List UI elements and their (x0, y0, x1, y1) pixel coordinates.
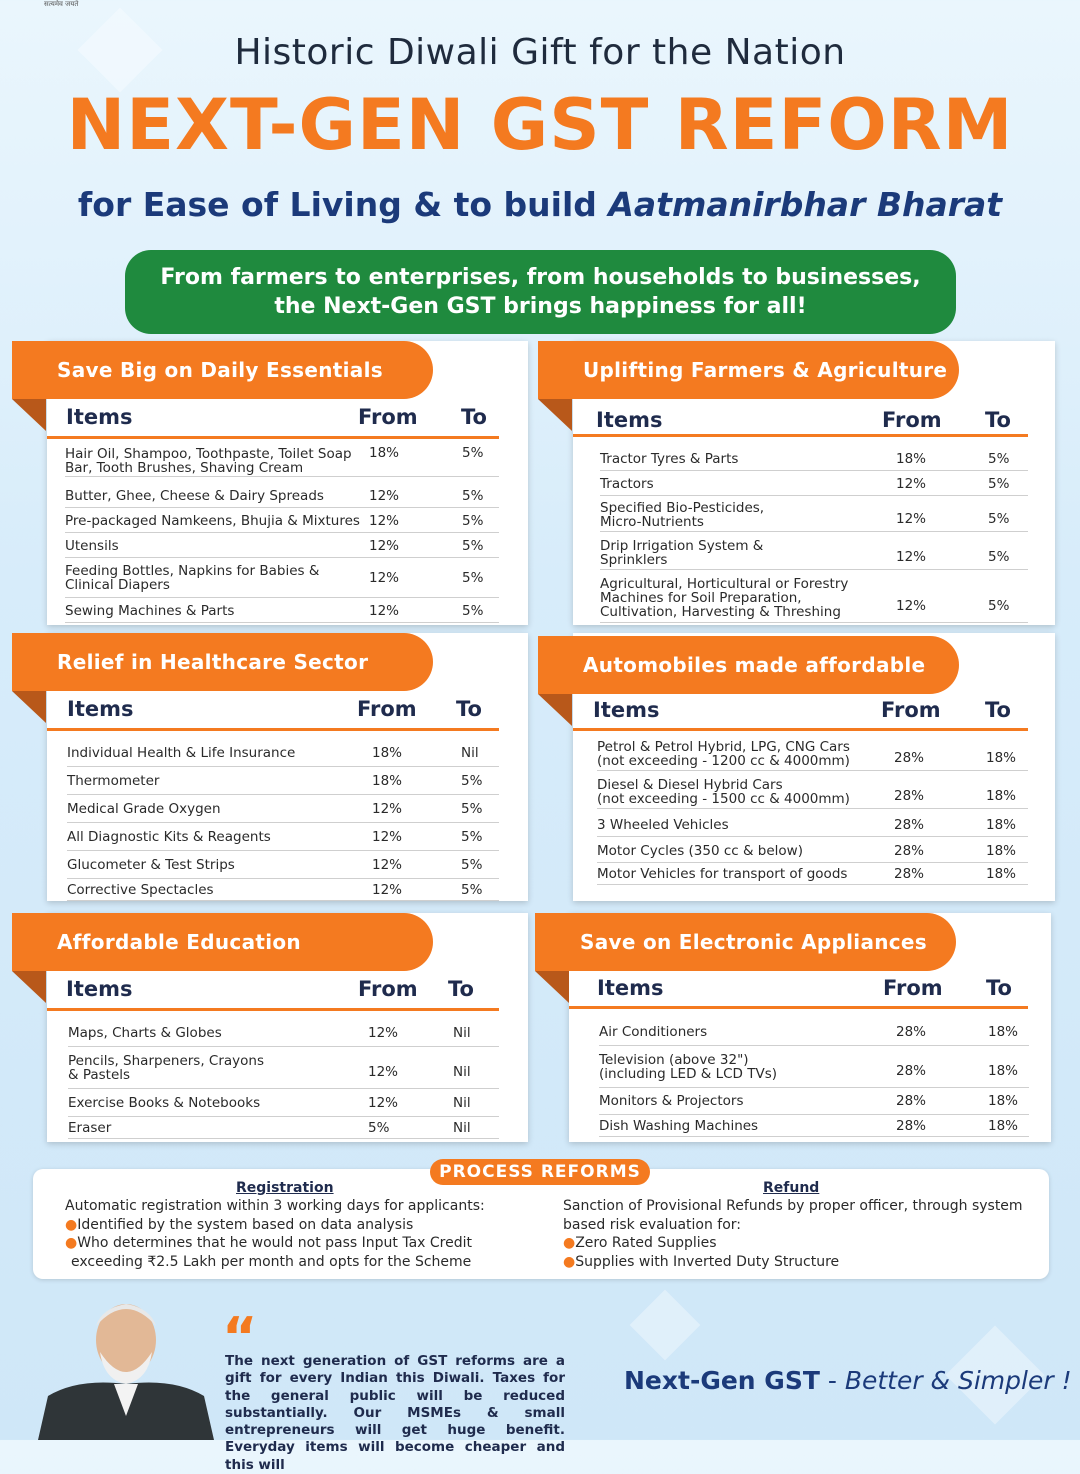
rate-from: 18% (372, 745, 403, 761)
tab-fold (535, 971, 569, 1003)
rate-from: 28% (896, 1024, 927, 1040)
rate-from: 28% (894, 817, 925, 833)
table-row (67, 879, 499, 901)
table-row (67, 823, 499, 851)
rate-from: 28% (896, 1063, 927, 1079)
column-header-to: To (985, 408, 1011, 432)
item-name: Pre-packaged Namkeens, Bhujia & Mixtures (65, 513, 360, 529)
column-header-to: To (461, 405, 487, 429)
column-header-from: From (881, 698, 941, 722)
item-name: Petrol & Petrol Hybrid, LPG, CNG Cars (not exceeding - 1200 cc & 4000mm) (597, 739, 850, 769)
bullet-icon: ● (563, 1253, 576, 1270)
rate-to: 18% (986, 843, 1017, 859)
registration-heading: Registration (236, 1180, 334, 1196)
column-header-items: Items (66, 405, 133, 429)
tagline: Next-Gen GST - Better & Simpler ! (624, 1366, 1072, 1395)
rate-to: 18% (986, 750, 1017, 766)
section-title: Affordable Education (12, 913, 433, 971)
rate-from: 12% (896, 598, 927, 614)
header-rule (569, 1006, 1028, 1009)
item-name: Tractor Tyres & Parts (600, 451, 739, 467)
registration-text: Automatic registration within 3 working days for applicants: ●Identified by the system based on data analysis ●Who determines that he would not pass Input Tax Credit exceeding ₹2.5 Lakh per month and opts for the Scheme (65, 1198, 485, 1270)
banner-line-2: the Next-Gen GST brings happiness for all! (274, 294, 807, 319)
rate-to: 5% (461, 801, 483, 817)
rate-to: Nil (453, 1120, 471, 1136)
table-row (597, 775, 1028, 809)
rate-to: 5% (462, 513, 484, 529)
table-row (597, 838, 1028, 863)
rate-to: 5% (462, 570, 484, 586)
rate-to: Nil (453, 1025, 471, 1041)
column-header-to: To (448, 977, 474, 1001)
column-header-to: To (986, 976, 1012, 1000)
table-row (68, 1089, 499, 1117)
rate-to: 18% (986, 866, 1017, 882)
rate-to: 18% (986, 788, 1017, 804)
table-row (597, 863, 1028, 885)
item-name: Exercise Books & Notebooks (68, 1095, 261, 1111)
rate-from: 5% (368, 1120, 390, 1136)
section-title: Automobiles made affordable (538, 636, 959, 694)
rate-to: 5% (461, 773, 483, 789)
header-title-main: NEXT-GEN GST REFORM (66, 84, 1014, 166)
rate-from: 12% (896, 511, 927, 527)
rate-to: 5% (988, 549, 1010, 565)
rate-from: 12% (369, 538, 400, 554)
refund-heading: Refund (763, 1180, 820, 1196)
item-name: Specified Bio-Pesticides, Micro-Nutrients (600, 500, 765, 530)
rate-from: 28% (894, 866, 925, 882)
item-name: Air Conditioners (599, 1024, 708, 1040)
rate-from: 18% (896, 451, 927, 467)
table-row (67, 767, 499, 795)
table-row (65, 533, 499, 558)
table-row (600, 497, 1028, 532)
banner-line-1: From farmers to enterprises, from households to businesses, (160, 265, 921, 290)
table-row (600, 573, 1028, 623)
rate-to: 18% (988, 1118, 1019, 1134)
item-name: Individual Health & Life Insurance (67, 745, 296, 761)
column-header-items: Items (597, 976, 664, 1000)
item-name: Medical Grade Oxygen (67, 801, 221, 817)
rate-from: 12% (372, 857, 403, 873)
item-name: Television (above 32") (including LED & LCD TVs) (599, 1052, 778, 1082)
table-row (600, 471, 1028, 496)
rate-to: 5% (461, 829, 483, 845)
rate-to: 5% (988, 451, 1010, 467)
bg-diamond (630, 1290, 701, 1361)
table-row (599, 1087, 1029, 1115)
rate-from: 12% (368, 1095, 399, 1111)
bullet-icon: ● (65, 1235, 78, 1251)
table-row (600, 446, 1028, 471)
column-header-from: From (357, 697, 417, 721)
table-row (597, 737, 1028, 771)
tab-fold (12, 971, 46, 1003)
green-banner (125, 250, 956, 334)
column-header-from: From (882, 408, 942, 432)
rate-from: 28% (896, 1093, 927, 1109)
rate-from: 18% (369, 445, 400, 461)
item-name: Maps, Charts & Globes (68, 1025, 222, 1041)
rate-from: 18% (372, 773, 403, 789)
item-name: Eraser (68, 1120, 112, 1136)
rate-from: 28% (894, 750, 925, 766)
table-row (67, 795, 499, 823)
table-row (599, 1046, 1029, 1088)
rate-from: 12% (896, 476, 927, 492)
column-header-items: Items (593, 698, 660, 722)
rate-to: 5% (461, 882, 483, 898)
table-row (65, 483, 499, 508)
rate-to: 5% (988, 476, 1010, 492)
item-name: All Diagnostic Kits & Reagents (67, 829, 271, 845)
rate-from: 28% (894, 843, 925, 859)
rate-to: 5% (462, 488, 484, 504)
column-header-to: To (985, 698, 1011, 722)
header-rule (47, 1008, 499, 1011)
item-name: Glucometer & Test Strips (67, 857, 235, 873)
item-name: Motor Vehicles for transport of goods (597, 866, 848, 882)
rate-to: 5% (462, 445, 484, 461)
rate-from: 12% (369, 570, 400, 586)
header-rule (47, 436, 499, 439)
item-name: Dish Washing Machines (599, 1118, 759, 1134)
table-row (68, 1117, 499, 1139)
table-row (68, 1047, 499, 1089)
item-name: Motor Cycles (350 cc & below) (597, 843, 803, 859)
column-header-items: Items (67, 697, 134, 721)
tab-fold (538, 399, 572, 431)
header-subtitle: for Ease of Living & to build Aatmanirbhar Bharat (77, 185, 1003, 224)
rate-to: 5% (462, 603, 484, 619)
item-name: Agricultural, Horticultural or Forestry Machines for Soil Preparation, Cultivation, Harvesting & Threshing (600, 576, 849, 620)
table-row (599, 1115, 1029, 1137)
process-reforms-tag: PROCESS REFORMS (430, 1159, 650, 1185)
table-row (65, 508, 499, 533)
rate-from: 12% (372, 801, 403, 817)
column-header-items: Items (596, 408, 663, 432)
refund-text: Sanction of Provisional Refunds by proper officer, through system based risk evaluation for: ●Zero Rated Supplies ●Supplies with Inverted Duty Structure (563, 1198, 1023, 1270)
table-row (599, 1018, 1029, 1046)
emblem-caption: सत्यमेव जयते (44, 0, 79, 8)
item-name: Thermometer (67, 773, 160, 789)
rate-to: Nil (461, 745, 479, 761)
tab-fold (12, 691, 46, 723)
rate-from: 12% (369, 513, 400, 529)
tab-fold (12, 399, 46, 431)
rate-from: 12% (372, 829, 403, 845)
item-name: Diesel & Diesel Hybrid Cars (not exceeding - 1500 cc & 4000mm) (597, 777, 850, 807)
table-row (65, 558, 499, 598)
item-name: Monitors & Projectors (599, 1093, 744, 1109)
section-title: Uplifting Farmers & Agriculture (538, 341, 959, 399)
item-name: 3 Wheeled Vehicles (597, 817, 729, 833)
table-row (65, 444, 499, 477)
section-title: Save Big on Daily Essentials (12, 341, 433, 399)
portrait-photo (38, 1296, 214, 1440)
rate-to: 18% (988, 1024, 1019, 1040)
rate-to: 5% (462, 538, 484, 554)
quote-icon: “ (222, 1306, 258, 1369)
rate-to: 5% (461, 857, 483, 873)
rate-to: 18% (988, 1093, 1019, 1109)
rate-to: 5% (988, 598, 1010, 614)
rate-to: 5% (988, 511, 1010, 527)
item-name: Corrective Spectacles (67, 882, 214, 898)
rate-from: 12% (368, 1025, 399, 1041)
item-name: Hair Oil, Shampoo, Toothpaste, Toilet Soap Bar, Tooth Brushes, Shaving Cream (65, 446, 352, 476)
table-row (67, 739, 499, 767)
header-title-top: Historic Diwali Gift for the Nation (234, 32, 846, 73)
table-row (68, 1019, 499, 1047)
table-row (67, 851, 499, 879)
bullet-icon: ● (563, 1235, 576, 1251)
column-header-from: From (358, 405, 418, 429)
item-name: Pencils, Sharpeners, Crayons & Pastels (68, 1053, 265, 1083)
rate-to: 18% (988, 1063, 1019, 1079)
section-title: Save on Electronic Appliances (535, 913, 956, 971)
header-rule (47, 728, 499, 731)
table-row (597, 812, 1028, 837)
item-name: Tractors (600, 476, 654, 492)
rate-from: 12% (896, 549, 927, 565)
header-rule (573, 728, 1028, 731)
rate-from: 28% (894, 788, 925, 804)
table-row (65, 598, 499, 623)
item-name: Sewing Machines & Parts (65, 603, 235, 619)
column-header-to: To (456, 697, 482, 721)
rate-from: 12% (369, 488, 400, 504)
item-name: Feeding Bottles, Napkins for Babies & Clinical Diapers (65, 563, 320, 593)
column-header-from: From (883, 976, 943, 1000)
item-name: Drip Irrigation System & Sprinklers (600, 538, 764, 568)
column-header-from: From (358, 977, 418, 1001)
rate-to: Nil (453, 1095, 471, 1111)
rate-from: 12% (368, 1064, 399, 1080)
rate-to: 18% (986, 817, 1017, 833)
section-title: Relief in Healthcare Sector (12, 633, 433, 691)
rate-to: Nil (453, 1064, 471, 1080)
column-header-items: Items (66, 977, 133, 1001)
rate-from: 12% (372, 882, 403, 898)
header-rule (573, 434, 1028, 437)
quote-text: The next generation of GST reforms are a gift for every Indian this Diwali. Taxes for the general public will be reduced substantially. Our MSMEs & small entrepreneurs will get huge benefit. Everyday items will become cheaper and this will (225, 1353, 565, 1473)
table-row (600, 535, 1028, 570)
rate-from: 28% (896, 1118, 927, 1134)
item-name: Utensils (65, 538, 119, 554)
tab-fold (538, 694, 572, 726)
bullet-icon: ● (65, 1216, 78, 1233)
rate-from: 12% (369, 603, 400, 619)
item-name: Butter, Ghee, Cheese & Dairy Spreads (65, 488, 324, 504)
